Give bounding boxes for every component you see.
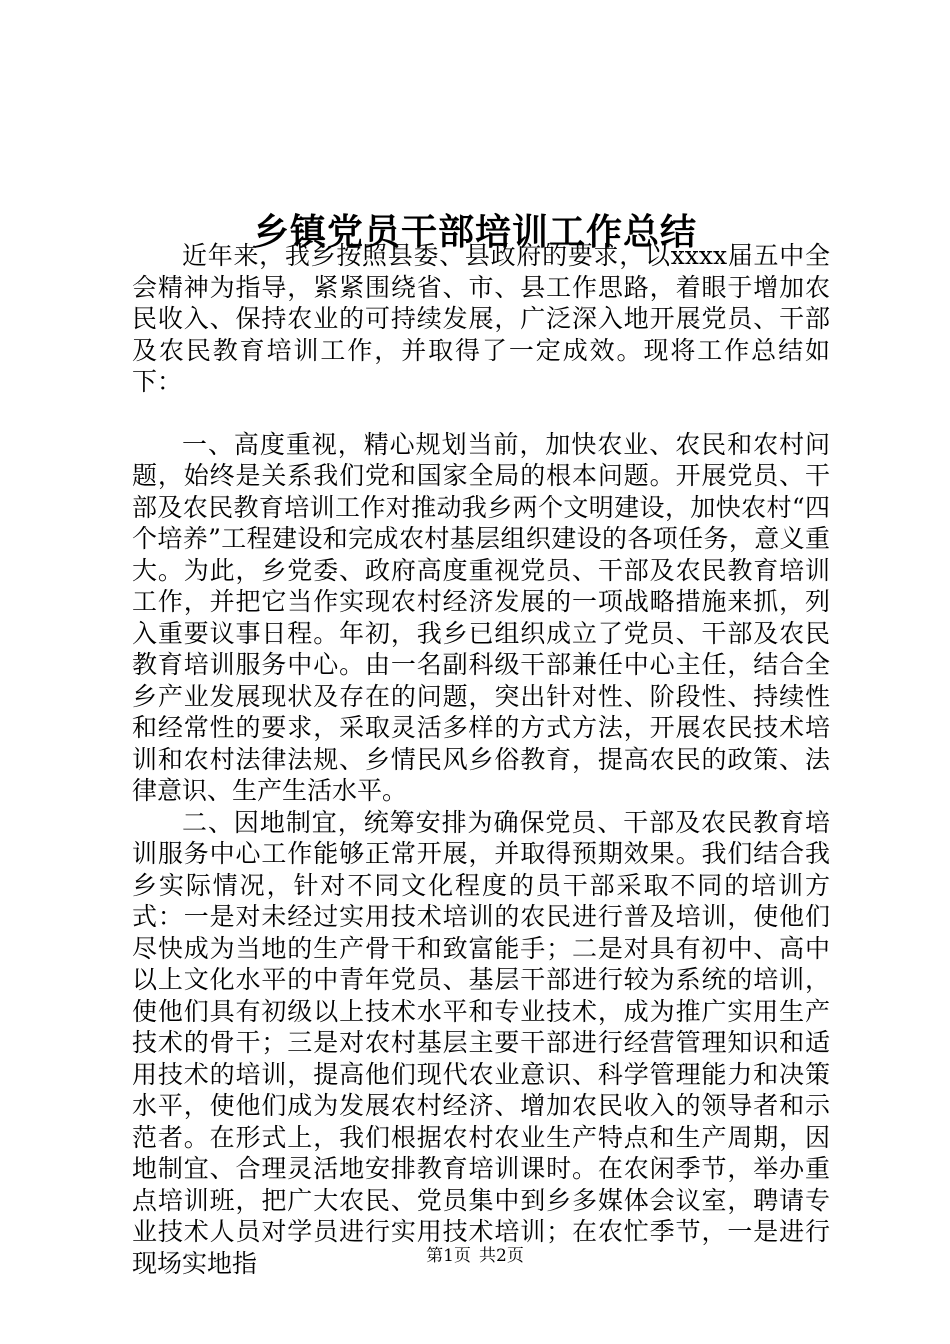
document-body xyxy=(132,240,830,1279)
paragraph-section-2: 二、因地制宜，统筹安排为确保党员、干部及农民教育培训服务中心工作能够正常开展，并取得预期效果。我们结合我乡实际情况，针对不同文化程度的员干部采取不同的培训方式：一是对未经过实用技术培训的农民进行普及培训，使他们尽快成为当地的生产骨干和致富能手；二是对具有初中、高中以上文化水平的中青年党员、基层干部进行较为系统的培训，使他们具有初级以上技术水平和专业技术，成为推广实用生产技术的骨干；三是对农村基层主要干部进行经营管理知识和适用技术的培训，提高他们现代农业意识、科学管理能力和决策水平，使他们成为发展农村经济、增加农民收入的领导者和示范者。在形式上，我们根据农村农业生产特点和生产周期，因地制宜、合理灵活地安排教育培训课时。在农闲季节，举办重点培训班，把广大农民、党员集中到乡多媒体会议室，聘请专业技术人员对学员进行实用技术培训；在农忙季节，一是进行现场实地指 xyxy=(132,807,830,1278)
page-number-current: 第1页 xyxy=(426,1246,471,1266)
page-number-total: 共2页 xyxy=(479,1246,524,1266)
paragraph-intro: 近年来，我乡按照县委、县政府的要求，以xxxx届五中全会精神为指导，紧紧围绕省、市、县工作思路，着眼于增加农民收入、保持农业的可持续发展，广泛深入地开展党员、干部及农民教育培训工作，并取得了一定成效。现将工作总结如下： xyxy=(132,241,830,396)
document-title: 乡镇党员干部培训工作总结 xyxy=(252,211,697,254)
paragraph-section-1: 一、高度重视，精心规划当前，加快农业、农民和农村问题，始终是关系我们党和国家全局的根本问题。开展党员、干部及农民教育培训工作对推动我乡两个文明建设，加快农村“四个培养”工程建设和完成农村基层组织建设的各项任务，意义重大。为此，乡党委、政府高度重视党员、干部及农民教育培训工作，并把它当作实现农村经济发展的一项战略措施来抓，列入重要议事日程。年初，我乡已组织成立了党员、干部及农民教育培训服务中心。由一名副科级干部兼任中心主任，结合全乡产业发展现状及存在的问题，突出针对性、阶段性、持续性和经常性的要求，采取灵活多样的方式方法，开展农民技术培训和农村法律法规、乡情民风乡俗教育，提高农民的政策、法律意识、生产生活水平。 xyxy=(132,429,830,805)
page-footer xyxy=(0,1244,950,1268)
